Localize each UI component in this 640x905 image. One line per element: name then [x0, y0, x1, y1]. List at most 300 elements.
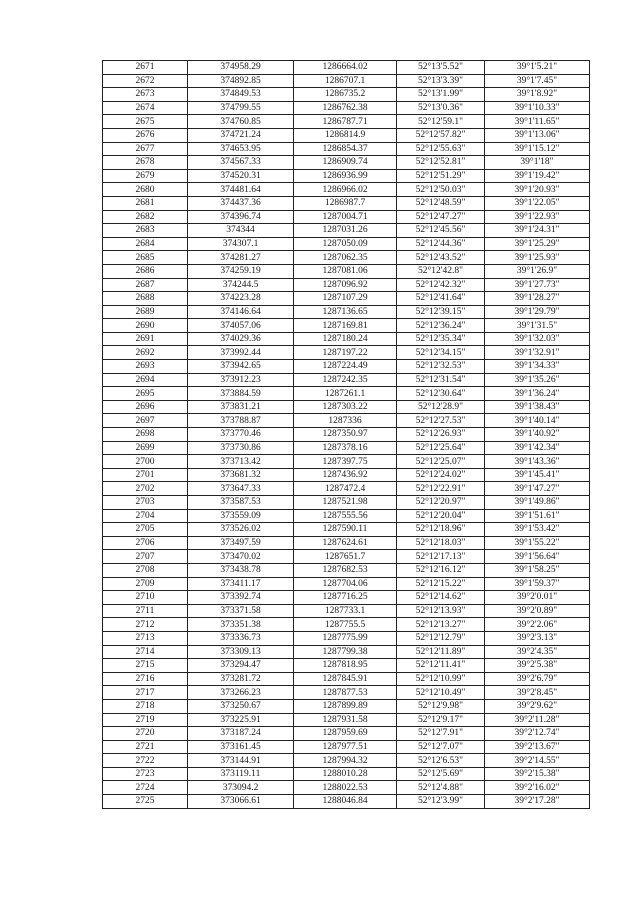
point-number-cell: 2723 — [103, 767, 188, 781]
latitude-cell: 52°12'14.62" — [397, 591, 485, 605]
longitude-cell: 39°1'11.65" — [485, 115, 590, 129]
x-coordinate-cell: 373225.91 — [188, 713, 294, 727]
latitude-cell: 52°12'24.02" — [397, 468, 485, 482]
x-coordinate-cell: 373144.91 — [188, 754, 294, 768]
y-coordinate-cell: 1287242.35 — [294, 373, 397, 387]
table-row — [103, 237, 590, 251]
point-number-cell: 2720 — [103, 727, 188, 741]
y-coordinate-cell: 1287818.95 — [294, 659, 397, 673]
x-coordinate-cell: 374799.55 — [188, 101, 294, 115]
latitude-cell: 52°12'10.49" — [397, 686, 485, 700]
latitude-cell: 52°12'48.59" — [397, 196, 485, 210]
longitude-cell: 39°2'0.89" — [485, 604, 590, 618]
latitude-cell: 52°12'55.63" — [397, 142, 485, 156]
latitude-cell: 52°13'0.36" — [397, 101, 485, 115]
longitude-cell: 39°1'56.64" — [485, 550, 590, 564]
longitude-cell: 39°2'11.28" — [485, 713, 590, 727]
table-row — [103, 482, 590, 496]
x-coordinate-cell: 373119.11 — [188, 767, 294, 781]
point-number-cell: 2671 — [103, 61, 188, 75]
y-coordinate-cell: 1287590.11 — [294, 523, 397, 537]
y-coordinate-cell: 1287755.5 — [294, 618, 397, 632]
table-row — [103, 414, 590, 428]
latitude-cell: 52°12'42.8" — [397, 264, 485, 278]
longitude-cell: 39°2'15.38" — [485, 767, 590, 781]
longitude-cell: 39°1'10.33" — [485, 101, 590, 115]
longitude-cell: 39°2'6.79" — [485, 672, 590, 686]
point-number-cell: 2706 — [103, 536, 188, 550]
y-coordinate-cell: 1287775.99 — [294, 631, 397, 645]
table-row — [103, 509, 590, 523]
point-number-cell: 2708 — [103, 563, 188, 577]
y-coordinate-cell: 1286735.2 — [294, 88, 397, 102]
y-coordinate-cell: 1286762.38 — [294, 101, 397, 115]
point-number-cell: 2724 — [103, 781, 188, 795]
x-coordinate-cell: 373250.67 — [188, 699, 294, 713]
longitude-cell: 39°1'40.14" — [485, 414, 590, 428]
table-row — [103, 536, 590, 550]
x-coordinate-cell: 374892.85 — [188, 74, 294, 88]
y-coordinate-cell: 1287472.4 — [294, 482, 397, 496]
x-coordinate-cell: 373294.47 — [188, 659, 294, 673]
longitude-cell: 39°1'58.25" — [485, 563, 590, 577]
longitude-cell: 39°1'32.91" — [485, 346, 590, 360]
point-number-cell: 2711 — [103, 604, 188, 618]
table-row — [103, 251, 590, 265]
latitude-cell: 52°13'1.99" — [397, 88, 485, 102]
longitude-cell: 39°1'24.31" — [485, 224, 590, 238]
latitude-cell: 52°12'16.12" — [397, 563, 485, 577]
longitude-cell: 39°1'35.26" — [485, 373, 590, 387]
longitude-cell: 39°1'25.29" — [485, 237, 590, 251]
x-coordinate-cell: 374520.31 — [188, 169, 294, 183]
latitude-cell: 52°12'18.03" — [397, 536, 485, 550]
longitude-cell: 39°1'51.61" — [485, 509, 590, 523]
point-number-cell: 2674 — [103, 101, 188, 115]
point-number-cell: 2709 — [103, 577, 188, 591]
x-coordinate-cell: 373351.38 — [188, 618, 294, 632]
latitude-cell: 52°12'15.22" — [397, 577, 485, 591]
table-row — [103, 128, 590, 142]
x-coordinate-cell: 374146.64 — [188, 305, 294, 319]
longitude-cell: 39°1'15.12" — [485, 142, 590, 156]
y-coordinate-cell: 1287931.58 — [294, 713, 397, 727]
point-number-cell: 2703 — [103, 496, 188, 510]
longitude-cell: 39°2'16.02" — [485, 781, 590, 795]
y-coordinate-cell: 1287261.1 — [294, 387, 397, 401]
longitude-cell: 39°1'18" — [485, 156, 590, 170]
table-row — [103, 115, 590, 129]
latitude-cell: 52°12'47.27" — [397, 210, 485, 224]
y-coordinate-cell: 1286936.99 — [294, 169, 397, 183]
y-coordinate-cell: 1287733.1 — [294, 604, 397, 618]
x-coordinate-cell: 373371.58 — [188, 604, 294, 618]
y-coordinate-cell: 1286664.02 — [294, 61, 397, 75]
x-coordinate-cell: 373392.74 — [188, 591, 294, 605]
y-coordinate-cell: 1286787.71 — [294, 115, 397, 129]
y-coordinate-cell: 1287303.22 — [294, 400, 397, 414]
latitude-cell: 52°12'51.29" — [397, 169, 485, 183]
table-row — [103, 305, 590, 319]
y-coordinate-cell: 1287350.97 — [294, 428, 397, 442]
longitude-cell: 39°1'26.9" — [485, 264, 590, 278]
point-number-cell: 2717 — [103, 686, 188, 700]
point-number-cell: 2680 — [103, 183, 188, 197]
point-number-cell: 2725 — [103, 795, 188, 809]
longitude-cell: 39°1'7.45" — [485, 74, 590, 88]
point-number-cell: 2694 — [103, 373, 188, 387]
longitude-cell: 39°1'42.34" — [485, 441, 590, 455]
latitude-cell: 52°12'13.93" — [397, 604, 485, 618]
x-coordinate-cell: 374481.64 — [188, 183, 294, 197]
latitude-cell: 52°12'20.97" — [397, 496, 485, 510]
longitude-cell: 39°1'13.06" — [485, 128, 590, 142]
y-coordinate-cell: 1287651.7 — [294, 550, 397, 564]
x-coordinate-cell: 374721.24 — [188, 128, 294, 142]
longitude-cell: 39°1'8.92" — [485, 88, 590, 102]
y-coordinate-cell: 1288010.28 — [294, 767, 397, 781]
latitude-cell: 52°12'57.82" — [397, 128, 485, 142]
x-coordinate-cell: 373266.23 — [188, 686, 294, 700]
y-coordinate-cell: 1286966.02 — [294, 183, 397, 197]
table-row — [103, 373, 590, 387]
x-coordinate-cell: 373438.78 — [188, 563, 294, 577]
x-coordinate-cell: 373992.44 — [188, 346, 294, 360]
point-number-cell: 2696 — [103, 400, 188, 414]
point-number-cell: 2713 — [103, 631, 188, 645]
y-coordinate-cell: 1287062.35 — [294, 251, 397, 265]
longitude-cell: 39°1'5.21" — [485, 61, 590, 75]
x-coordinate-cell: 374849.53 — [188, 88, 294, 102]
y-coordinate-cell: 1288046.84 — [294, 795, 397, 809]
point-number-cell: 2690 — [103, 319, 188, 333]
x-coordinate-cell: 373912.23 — [188, 373, 294, 387]
point-number-cell: 2716 — [103, 672, 188, 686]
latitude-cell: 52°12'36.24" — [397, 319, 485, 333]
x-coordinate-cell: 373309.13 — [188, 645, 294, 659]
table-row — [103, 101, 590, 115]
table-row — [103, 196, 590, 210]
point-number-cell: 2679 — [103, 169, 188, 183]
latitude-cell: 52°12'11.41" — [397, 659, 485, 673]
y-coordinate-cell: 1287107.29 — [294, 292, 397, 306]
x-coordinate-cell: 374244.5 — [188, 278, 294, 292]
y-coordinate-cell: 1287397.75 — [294, 455, 397, 469]
latitude-cell: 52°12'44.36" — [397, 237, 485, 251]
x-coordinate-cell: 373831.21 — [188, 400, 294, 414]
table-row — [103, 332, 590, 346]
y-coordinate-cell: 1287031.26 — [294, 224, 397, 238]
point-number-cell: 2687 — [103, 278, 188, 292]
y-coordinate-cell: 1287959.69 — [294, 727, 397, 741]
table-row — [103, 577, 590, 591]
table-row — [103, 618, 590, 632]
point-number-cell: 2682 — [103, 210, 188, 224]
y-coordinate-cell: 1287877.53 — [294, 686, 397, 700]
longitude-cell: 39°2'12.74" — [485, 727, 590, 741]
x-coordinate-cell: 373161.45 — [188, 740, 294, 754]
x-coordinate-cell: 373587.53 — [188, 496, 294, 510]
point-number-cell: 2681 — [103, 196, 188, 210]
x-coordinate-cell: 373730.86 — [188, 441, 294, 455]
longitude-cell: 39°2'13.67" — [485, 740, 590, 754]
point-number-cell: 2697 — [103, 414, 188, 428]
table-row — [103, 727, 590, 741]
latitude-cell: 52°12'45.56" — [397, 224, 485, 238]
latitude-cell: 52°12'9.98" — [397, 699, 485, 713]
longitude-cell: 39°1'55.22" — [485, 536, 590, 550]
point-number-cell: 2722 — [103, 754, 188, 768]
longitude-cell: 39°1'38.43" — [485, 400, 590, 414]
longitude-cell: 39°1'36.24" — [485, 387, 590, 401]
longitude-cell: 39°1'43.36" — [485, 455, 590, 469]
latitude-cell: 52°12'34.15" — [397, 346, 485, 360]
table-row — [103, 346, 590, 360]
latitude-cell: 52°12'27.53" — [397, 414, 485, 428]
y-coordinate-cell: 1286707.1 — [294, 74, 397, 88]
table-row — [103, 169, 590, 183]
x-coordinate-cell: 373094.2 — [188, 781, 294, 795]
x-coordinate-cell: 373526.02 — [188, 523, 294, 537]
latitude-cell: 52°12'31.54" — [397, 373, 485, 387]
y-coordinate-cell: 1287096.92 — [294, 278, 397, 292]
longitude-cell: 39°1'22.05" — [485, 196, 590, 210]
table-row — [103, 754, 590, 768]
x-coordinate-cell: 374281.27 — [188, 251, 294, 265]
y-coordinate-cell: 1287845.91 — [294, 672, 397, 686]
point-number-cell: 2673 — [103, 88, 188, 102]
y-coordinate-cell: 1287704.06 — [294, 577, 397, 591]
table-row — [103, 686, 590, 700]
y-coordinate-cell: 1287224.49 — [294, 360, 397, 374]
table-row — [103, 88, 590, 102]
y-coordinate-cell: 1288022.53 — [294, 781, 397, 795]
table-row — [103, 795, 590, 809]
longitude-cell: 39°1'29.79" — [485, 305, 590, 319]
point-number-cell: 2704 — [103, 509, 188, 523]
latitude-cell: 52°12'28.9" — [397, 400, 485, 414]
latitude-cell: 52°12'26.93" — [397, 428, 485, 442]
latitude-cell: 52°12'59.1" — [397, 115, 485, 129]
longitude-cell: 39°2'17.28" — [485, 795, 590, 809]
table-row — [103, 428, 590, 442]
longitude-cell: 39°2'0.01" — [485, 591, 590, 605]
x-coordinate-cell: 374760.85 — [188, 115, 294, 129]
x-coordinate-cell: 373713.42 — [188, 455, 294, 469]
y-coordinate-cell: 1287136.65 — [294, 305, 397, 319]
table-row — [103, 183, 590, 197]
table-row — [103, 767, 590, 781]
y-coordinate-cell: 1287378.16 — [294, 441, 397, 455]
x-coordinate-cell: 374223.28 — [188, 292, 294, 306]
x-coordinate-cell: 374653.95 — [188, 142, 294, 156]
point-number-cell: 2672 — [103, 74, 188, 88]
point-number-cell: 2689 — [103, 305, 188, 319]
longitude-cell: 39°1'25.93" — [485, 251, 590, 265]
x-coordinate-cell: 373497.59 — [188, 536, 294, 550]
point-number-cell: 2676 — [103, 128, 188, 142]
point-number-cell: 2686 — [103, 264, 188, 278]
point-number-cell: 2700 — [103, 455, 188, 469]
latitude-cell: 52°12'5.69" — [397, 767, 485, 781]
x-coordinate-cell: 374437.36 — [188, 196, 294, 210]
longitude-cell: 39°1'31.5" — [485, 319, 590, 333]
x-coordinate-cell: 374259.19 — [188, 264, 294, 278]
x-coordinate-cell: 373681.32 — [188, 468, 294, 482]
y-coordinate-cell: 1287180.24 — [294, 332, 397, 346]
coordinates-table — [102, 60, 590, 809]
longitude-cell: 39°1'59.37" — [485, 577, 590, 591]
point-number-cell: 2693 — [103, 360, 188, 374]
point-number-cell: 2688 — [103, 292, 188, 306]
table-row — [103, 319, 590, 333]
y-coordinate-cell: 1287682.53 — [294, 563, 397, 577]
latitude-cell: 52°12'30.64" — [397, 387, 485, 401]
table-row — [103, 550, 590, 564]
longitude-cell: 39°1'34.33" — [485, 360, 590, 374]
x-coordinate-cell: 373647.33 — [188, 482, 294, 496]
latitude-cell: 52°13'3.39" — [397, 74, 485, 88]
table-row — [103, 563, 590, 577]
y-coordinate-cell: 1287436.92 — [294, 468, 397, 482]
latitude-cell: 52°12'18.96" — [397, 523, 485, 537]
table-row — [103, 400, 590, 414]
y-coordinate-cell: 1287716.25 — [294, 591, 397, 605]
latitude-cell: 52°12'9.17" — [397, 713, 485, 727]
x-coordinate-cell: 373187.24 — [188, 727, 294, 741]
latitude-cell: 52°12'32.53" — [397, 360, 485, 374]
x-coordinate-cell: 374307.1 — [188, 237, 294, 251]
longitude-cell: 39°1'28.27" — [485, 292, 590, 306]
y-coordinate-cell: 1287169.81 — [294, 319, 397, 333]
y-coordinate-cell: 1286909.74 — [294, 156, 397, 170]
latitude-cell: 52°12'6.53" — [397, 754, 485, 768]
longitude-cell: 39°2'3.13" — [485, 631, 590, 645]
latitude-cell: 52°12'52.81" — [397, 156, 485, 170]
table-row — [103, 672, 590, 686]
table-row — [103, 645, 590, 659]
x-coordinate-cell: 373336.73 — [188, 631, 294, 645]
latitude-cell: 52°12'10.99" — [397, 672, 485, 686]
longitude-cell: 39°1'47.27" — [485, 482, 590, 496]
point-number-cell: 2699 — [103, 441, 188, 455]
y-coordinate-cell: 1287081.06 — [294, 264, 397, 278]
x-coordinate-cell: 373788.87 — [188, 414, 294, 428]
x-coordinate-cell: 373470.02 — [188, 550, 294, 564]
point-number-cell: 2719 — [103, 713, 188, 727]
latitude-cell: 52°12'43.52" — [397, 251, 485, 265]
longitude-cell: 39°1'20.93" — [485, 183, 590, 197]
longitude-cell: 39°1'53.42" — [485, 523, 590, 537]
longitude-cell: 39°1'40.92" — [485, 428, 590, 442]
table-row — [103, 74, 590, 88]
y-coordinate-cell: 1287004.71 — [294, 210, 397, 224]
table-row — [103, 441, 590, 455]
longitude-cell: 39°2'2.06" — [485, 618, 590, 632]
coordinates-table-body — [103, 61, 590, 809]
point-number-cell: 2677 — [103, 142, 188, 156]
latitude-cell: 52°12'42.32" — [397, 278, 485, 292]
y-coordinate-cell: 1287521.98 — [294, 496, 397, 510]
longitude-cell: 39°1'32.03" — [485, 332, 590, 346]
x-coordinate-cell: 374344 — [188, 224, 294, 238]
latitude-cell: 52°12'22.91" — [397, 482, 485, 496]
x-coordinate-cell: 373411.17 — [188, 577, 294, 591]
y-coordinate-cell: 1286987.7 — [294, 196, 397, 210]
y-coordinate-cell: 1286814.9 — [294, 128, 397, 142]
longitude-cell: 39°1'27.73" — [485, 278, 590, 292]
x-coordinate-cell: 373770.46 — [188, 428, 294, 442]
point-number-cell: 2714 — [103, 645, 188, 659]
latitude-cell: 52°12'50.03" — [397, 183, 485, 197]
y-coordinate-cell: 1287994.32 — [294, 754, 397, 768]
point-number-cell: 2721 — [103, 740, 188, 754]
latitude-cell: 52°13'5.52" — [397, 61, 485, 75]
y-coordinate-cell: 1287555.56 — [294, 509, 397, 523]
table-row — [103, 523, 590, 537]
point-number-cell: 2684 — [103, 237, 188, 251]
table-row — [103, 631, 590, 645]
latitude-cell: 52°12'13.27" — [397, 618, 485, 632]
y-coordinate-cell: 1287977.51 — [294, 740, 397, 754]
table-row — [103, 61, 590, 75]
latitude-cell: 52°12'39.15" — [397, 305, 485, 319]
point-number-cell: 2698 — [103, 428, 188, 442]
x-coordinate-cell: 373281.72 — [188, 672, 294, 686]
table-row — [103, 156, 590, 170]
point-number-cell: 2702 — [103, 482, 188, 496]
y-coordinate-cell: 1287336 — [294, 414, 397, 428]
longitude-cell: 39°1'22.93" — [485, 210, 590, 224]
y-coordinate-cell: 1287197.22 — [294, 346, 397, 360]
table-row — [103, 659, 590, 673]
x-coordinate-cell: 374958.29 — [188, 61, 294, 75]
latitude-cell: 52°12'11.89" — [397, 645, 485, 659]
y-coordinate-cell: 1287799.38 — [294, 645, 397, 659]
point-number-cell: 2683 — [103, 224, 188, 238]
table-row — [103, 740, 590, 754]
x-coordinate-cell: 374396.74 — [188, 210, 294, 224]
table-row — [103, 292, 590, 306]
longitude-cell: 39°2'9.62" — [485, 699, 590, 713]
table-row — [103, 360, 590, 374]
longitude-cell: 39°2'4.35" — [485, 645, 590, 659]
y-coordinate-cell: 1287899.89 — [294, 699, 397, 713]
point-number-cell: 2707 — [103, 550, 188, 564]
table-row — [103, 142, 590, 156]
table-row — [103, 387, 590, 401]
latitude-cell: 52°12'7.91" — [397, 727, 485, 741]
x-coordinate-cell: 374057.06 — [188, 319, 294, 333]
table-row — [103, 604, 590, 618]
point-number-cell: 2691 — [103, 332, 188, 346]
table-row — [103, 496, 590, 510]
table-row — [103, 278, 590, 292]
table-row — [103, 781, 590, 795]
x-coordinate-cell: 373884.59 — [188, 387, 294, 401]
longitude-cell: 39°1'19.42" — [485, 169, 590, 183]
x-coordinate-cell: 373942.65 — [188, 360, 294, 374]
table-row — [103, 224, 590, 238]
table-row — [103, 713, 590, 727]
y-coordinate-cell: 1286854.37 — [294, 142, 397, 156]
latitude-cell: 52°12'25.64" — [397, 441, 485, 455]
latitude-cell: 52°12'41.64" — [397, 292, 485, 306]
point-number-cell: 2695 — [103, 387, 188, 401]
latitude-cell: 52°12'7.07" — [397, 740, 485, 754]
x-coordinate-cell: 374029.36 — [188, 332, 294, 346]
point-number-cell: 2715 — [103, 659, 188, 673]
